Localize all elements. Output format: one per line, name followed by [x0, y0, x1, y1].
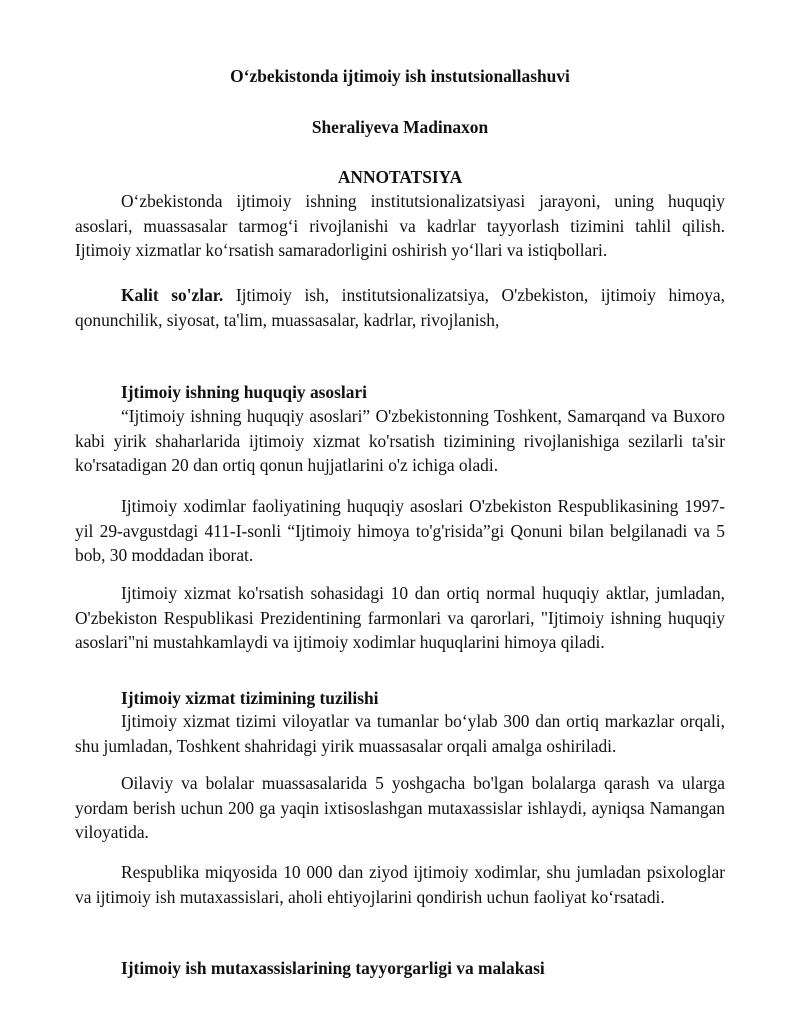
annotation-heading: ANNOTATSIYA	[337, 167, 463, 187]
section2-paragraph-3: Respublika miqyosida 10 000 dan ziyod ijtimoiy xodimlar, shu jumladan psixologlar va ijtimoiy ish mutaxassislari, aholi ehtiyojlarini qondirish uchun faoliyat ko‘rsatadi.	[75, 862, 725, 907]
section-heading-legal-basis: Ijtimoiy ishning huquqiy asoslari	[121, 382, 367, 402]
document-title: O‘zbekistonda ijtimoiy ish instutsionallashuvi	[230, 66, 570, 86]
section1-paragraph-2: Ijtimoiy xodimlar faoliyatining huquqiy asoslari O'zbekiston Respublikasining 1997-yil 29-avgustdagi 411-I-sonli “Ijtimoiy himoya to'g'risida”gi Qonuni bilan belgilanadi va 5 bob, 30 moddadan iborat.	[75, 496, 725, 565]
section1-paragraph-1: “Ijtimoiy ishning huquqiy asoslari” O'zbekistonning Toshkent, Samarqand va Buxoro kabi yirik shaharlarida ijtimoiy xizmat ko'rsatish tizimining rivojlanishiga sezilarli ta'sir ko'rsatadigan 20 dan ortiq qonun hujjatlarini o'z ichiga oladi.	[75, 406, 725, 475]
keywords-paragraph	[75, 283, 725, 332]
section2-paragraph-1: Ijtimoiy xizmat tizimi viloyatlar va tumanlar bo‘ylab 300 dan ortiq markazlar orqali, shu jumladan, Toshkent shahridagi yirik muassasalar orqali amalga oshiriladi.	[75, 711, 725, 756]
author-name: Sheraliyeva Madinaxon	[311, 117, 489, 137]
keywords-text: Ijtimoiy ish, institutsionalizatsiya, O'zbekiston, ijtimoiy himoya, qonunchilik, siyosat, ta'lim, muassasalar, kadrlar, rivojlanish,	[75, 285, 725, 330]
section-heading-system-structure: Ijtimoiy xizmat tizimining tuzilishi	[121, 688, 379, 708]
section1-paragraph-3: Ijtimoiy xizmat ko'rsatish sohasidagi 10 dan ortiq normal huquqiy aktlar, jumladan, O'zbekiston Respublikasi Prezidentining farmonlari va qarorlari, "Ijtimoiy ishning huquqiy asoslari"ni mustahkamlaydi va ijtimoiy xodimlar huquqlarini himoya qiladi.	[75, 583, 725, 652]
annotation-paragraph: O‘zbekistonda ijtimoiy ishning institutsionalizatsiyasi jarayoni, uning huquqiy asoslari, muassasalar tarmog‘i rivojlanishi va kadrlar tayyorlash tizimini tahlil qilish. Ijtimoiy xizmatlar ko‘rsatish samaradorligini oshirish yo‘llari va istiqbollari.	[75, 191, 725, 260]
keywords-label: Kalit so'zlar.	[121, 285, 224, 305]
section-heading-specialist-training: Ijtimoiy ish mutaxassislarining tayyorgarligi va malakasi	[121, 958, 545, 978]
section2-paragraph-2: Oilaviy va bolalar muassasalarida 5 yoshgacha bo'lgan bolalarga qarash va ularga yordam berish uchun 200 ga yaqin ixtisoslashgan mutaxassislar ishlaydi, ayniqsa Namangan viloyatida.	[75, 773, 725, 842]
